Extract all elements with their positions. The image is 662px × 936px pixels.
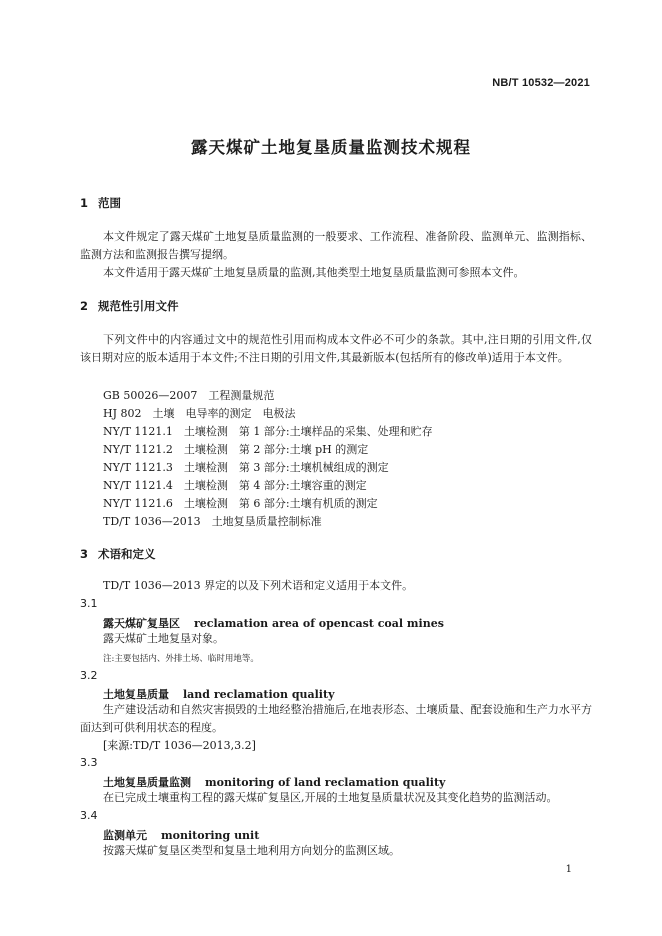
document-title: 露天煤矿土地复垦质量监测技术规程 bbox=[191, 138, 471, 157]
term-english: monitoring of land reclamation quality bbox=[205, 776, 446, 789]
reference-code: HJ 802 bbox=[103, 407, 142, 420]
term-chinese: 土地复垦质量 bbox=[103, 688, 169, 701]
reference-item bbox=[103, 513, 322, 529]
scope-paragraph-2: 本文件适用于露天煤矿土地复垦质量的监测,其他类型土地复垦质量监测可参照本文件。 bbox=[103, 266, 525, 279]
reference-code: NY/T 1121.4 bbox=[103, 479, 173, 492]
section-title: 规范性引用文件 bbox=[98, 299, 179, 313]
reference-name: 工程测量规范 bbox=[208, 389, 275, 402]
section-heading-terms-definitions bbox=[80, 546, 156, 562]
section-number: 1 bbox=[80, 196, 89, 210]
term-chinese: 监测单元 bbox=[103, 829, 147, 842]
term-number: 3.1 bbox=[80, 597, 98, 610]
term-title bbox=[103, 774, 445, 790]
standard-number: NB/T 10532—2021 bbox=[492, 77, 590, 89]
reference-code: TD/T 1036—2013 bbox=[103, 515, 201, 528]
reference-code: NY/T 1121.3 bbox=[103, 461, 173, 474]
reference-code: NY/T 1121.2 bbox=[103, 443, 173, 456]
reference-item bbox=[103, 423, 433, 439]
term-title bbox=[103, 615, 444, 631]
reference-code: NY/T 1121.6 bbox=[103, 497, 173, 510]
reference-item bbox=[103, 459, 389, 475]
term-definition: 按露天煤矿复垦区类型和复垦土地利用方向划分的监测区域。 bbox=[103, 844, 400, 857]
term-definition: 露天煤矿土地复垦对象。 bbox=[103, 632, 224, 645]
section-title: 术语和定义 bbox=[98, 547, 156, 561]
term-english: reclamation area of opencast coal mines bbox=[194, 617, 444, 630]
reference-item bbox=[103, 441, 368, 457]
term-number: 3.3 bbox=[80, 756, 98, 769]
reference-name: 土壤检测 第 6 部分:土壤有机质的测定 bbox=[183, 497, 378, 510]
reference-item bbox=[103, 477, 367, 493]
section-heading-normative-references bbox=[80, 298, 179, 314]
reference-code: GB 50026—2007 bbox=[103, 389, 198, 402]
page-number: 1 bbox=[565, 864, 572, 875]
term-definition: 生产建设活动和自然灾害损毁的土地经整治措施后,在地表形态、土壤质量、配套设施和生产力水平方面达到可供利用状态的程度。 bbox=[80, 703, 592, 734]
reference-name: 土壤检测 第 1 部分:土壤样品的采集、处理和贮存 bbox=[183, 425, 433, 438]
section-heading-scope bbox=[80, 195, 121, 211]
term-note: 注:主要包括内、外排土场、临时用地等。 bbox=[103, 654, 259, 664]
term-english: land reclamation quality bbox=[183, 688, 335, 701]
reference-item bbox=[103, 387, 274, 403]
section-number: 3 bbox=[80, 547, 89, 561]
reference-name: 土壤检测 第 3 部分:土壤机械组成的测定 bbox=[183, 461, 389, 474]
reference-name: 土壤检测 第 2 部分:土壤 pH 的测定 bbox=[183, 443, 369, 456]
term-number: 3.2 bbox=[80, 669, 98, 682]
term-english: monitoring unit bbox=[161, 829, 260, 842]
reference-item bbox=[103, 405, 296, 421]
scope-paragraph-1: 本文件规定了露天煤矿土地复垦质量监测的一般要求、工作流程、准备阶段、监测单元、监测指标、监测方法和监测报告撰写提纲。 bbox=[80, 230, 592, 261]
section-number: 2 bbox=[80, 299, 89, 313]
reference-item bbox=[103, 495, 378, 511]
term-title bbox=[103, 827, 259, 843]
reference-code: NY/T 1121.1 bbox=[103, 425, 173, 438]
references-intro-paragraph: 下列文件中的内容通过文中的规范性引用而构成本文件必不可少的条款。其中,注日期的引用文件,仅该日期对应的版本适用于本文件;不注日期的引用文件,其最新版本(包括所有的修改单)适用于本文件。 bbox=[80, 333, 592, 364]
term-title bbox=[103, 686, 334, 702]
term-chinese: 露天煤矿复垦区 bbox=[103, 617, 180, 630]
term-chinese: 土地复垦质量监测 bbox=[103, 776, 191, 789]
section-title: 范围 bbox=[98, 196, 121, 210]
reference-name: 土地复垦质量控制标准 bbox=[211, 515, 322, 528]
term-number: 3.4 bbox=[80, 809, 98, 822]
terms-intro-paragraph: TD/T 1036—2013 界定的以及下列术语和定义适用于本文件。 bbox=[103, 579, 414, 592]
term-definition: 在已完成土壤重构工程的露天煤矿复垦区,开展的土地复垦质量状况及其变化趋势的监测活动。 bbox=[103, 791, 558, 804]
reference-name: 土壤 电导率的测定 电极法 bbox=[152, 407, 296, 420]
reference-name: 土壤检测 第 4 部分:土壤容重的测定 bbox=[183, 479, 367, 492]
term-source: [来源:TD/T 1036—2013,3.2] bbox=[103, 739, 256, 752]
